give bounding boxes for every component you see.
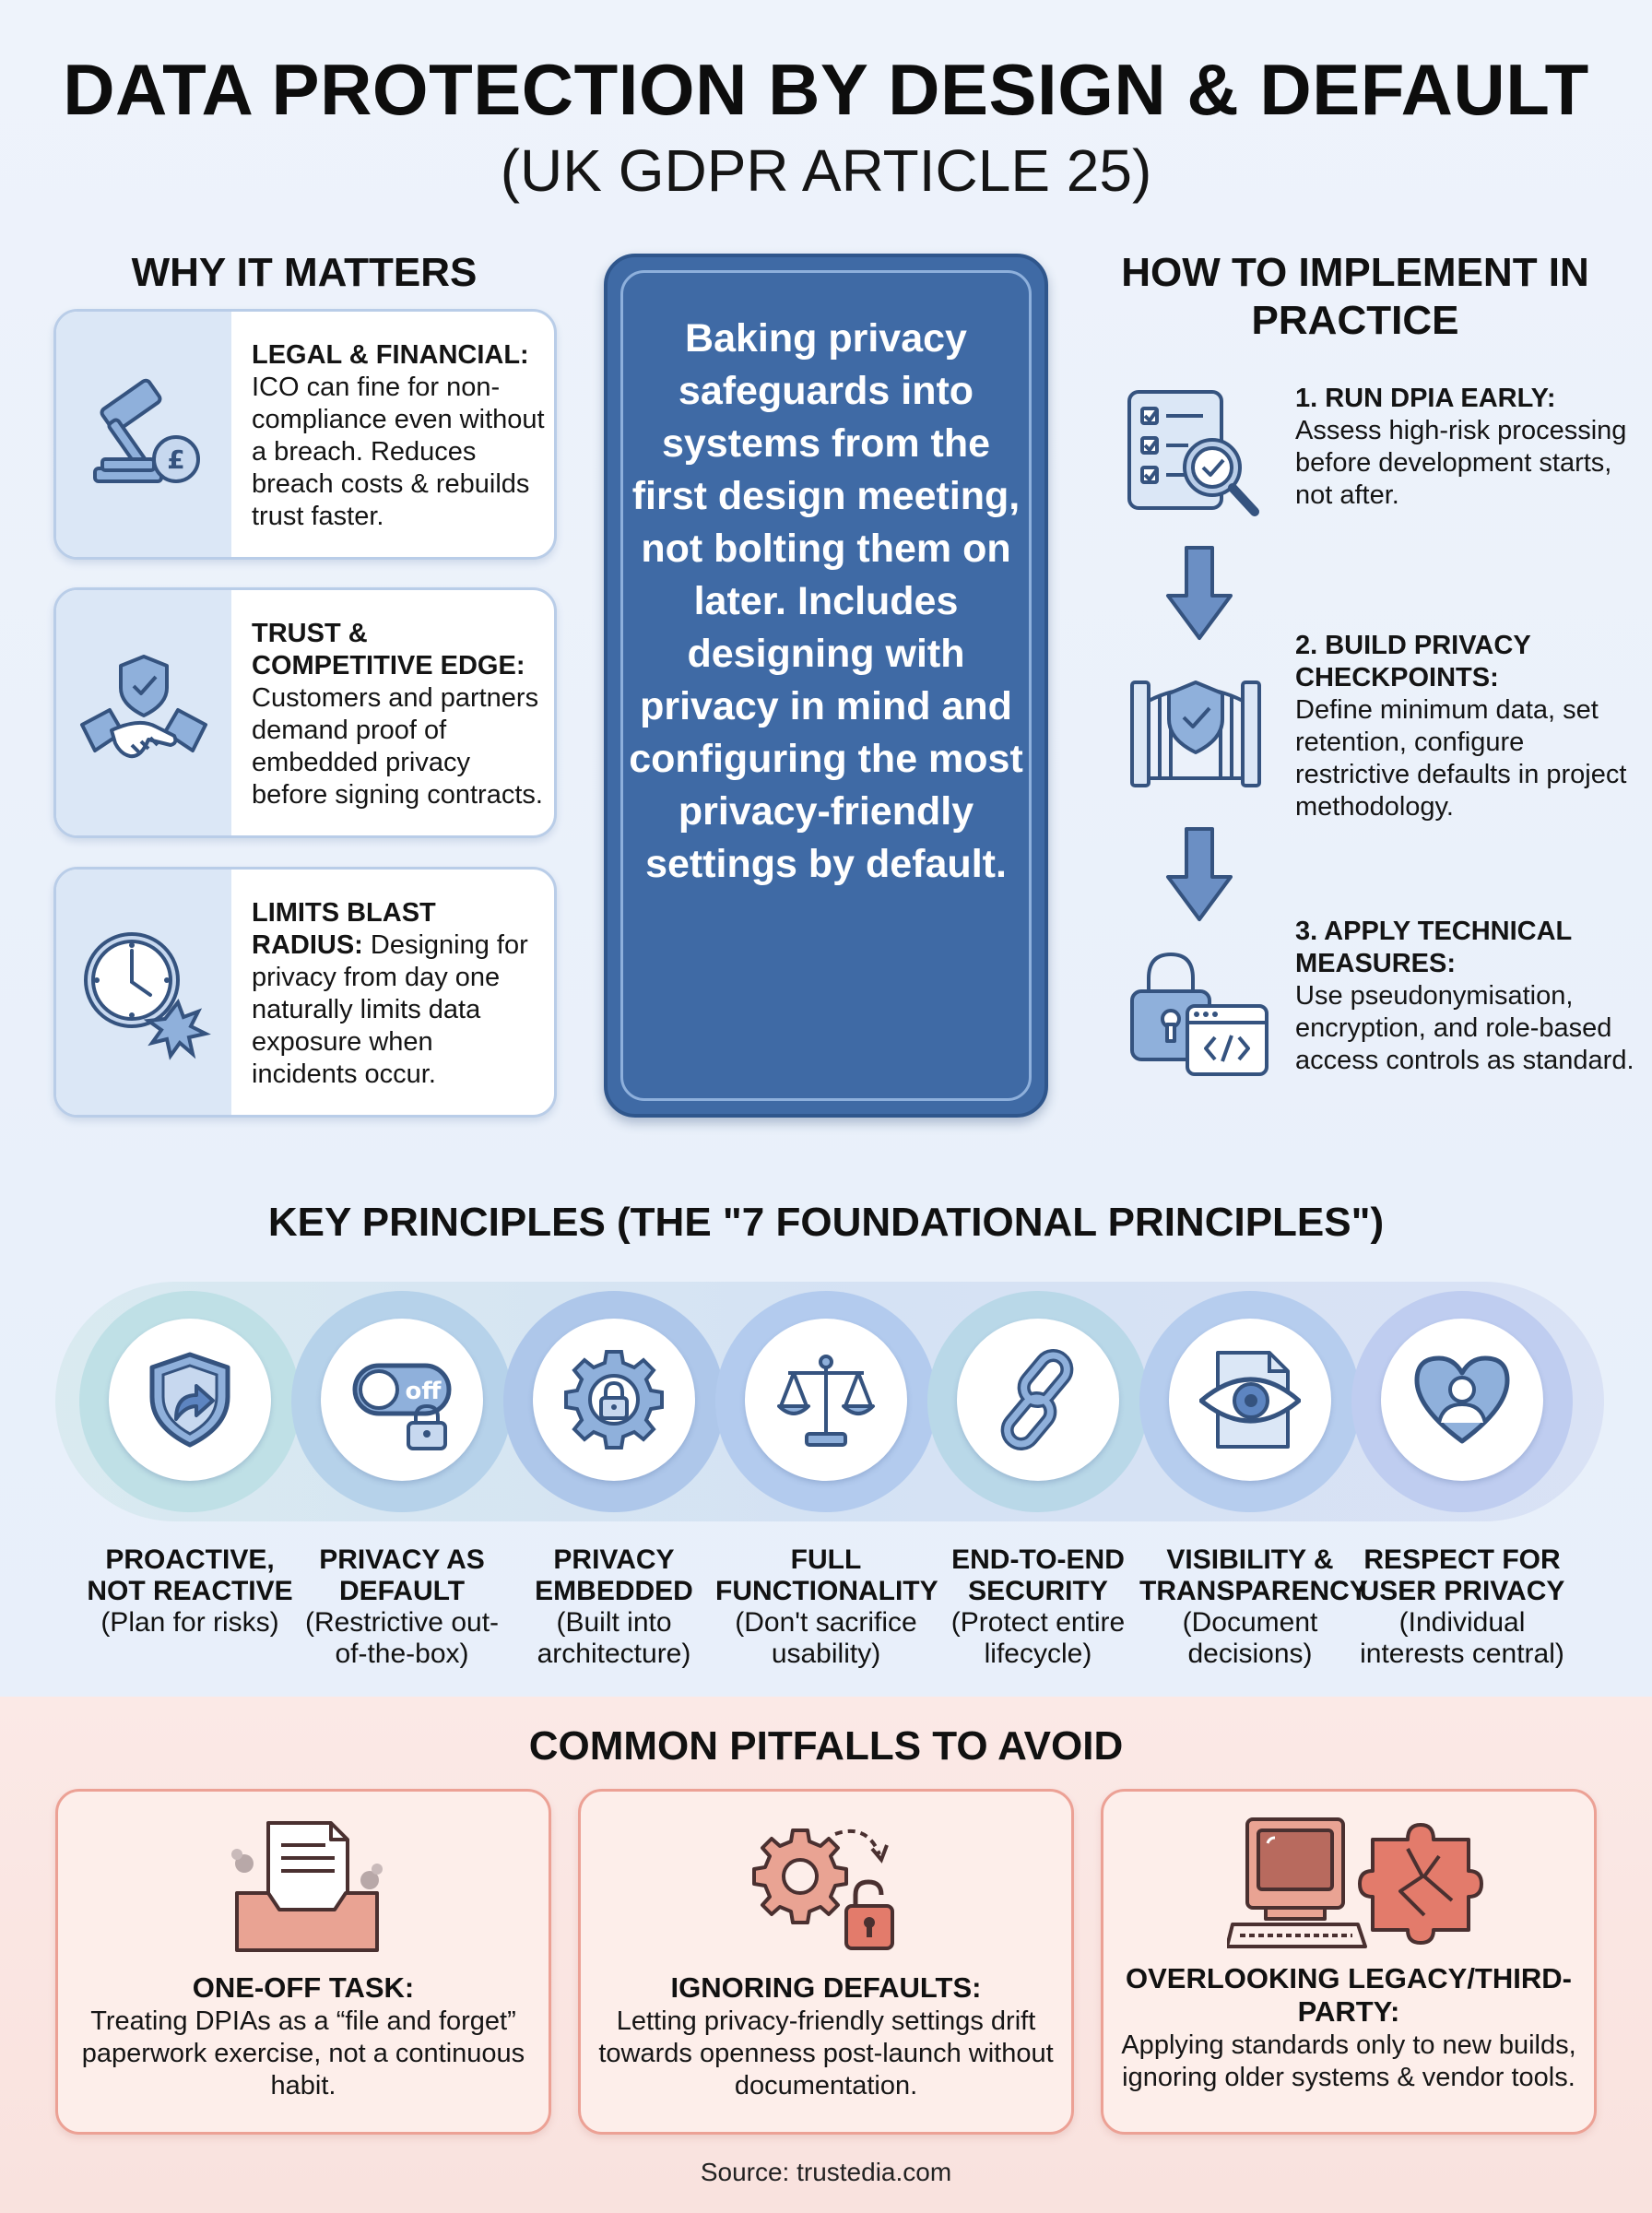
- step-title: 3. APPLY TECHNICAL MEASURES:: [1295, 917, 1572, 978]
- card-text: ICO can fine for non-compliance even without a breach. Reduces breach costs & rebuilds trust faster.: [252, 373, 545, 531]
- source-credit: Source: trustedia.com: [700, 2158, 952, 2186]
- arrow-down-icon: [1164, 544, 1234, 642]
- principles-heading: KEY PRINCIPLES (THE "7 FOUNDATIONAL PRINCIPLES"): [267, 1200, 1385, 1245]
- card-text: Customers and partners demand proof of embedded privacy before signing contracts.: [252, 683, 543, 810]
- page-title: DATA PROTECTION BY DESIGN & DEFAULT: [63, 49, 1589, 130]
- principle-title: END-TO-END SECURITY: [951, 1544, 1125, 1606]
- gate-shield-icon: [1127, 664, 1265, 793]
- step-2: [1295, 630, 1646, 823]
- inbox-document-icon: [224, 1817, 390, 1956]
- pitfall-title: ONE-OFF TASK:: [192, 1971, 415, 2004]
- principle-label: [715, 1544, 937, 1670]
- principle-sub: (Protect entire lifecycle): [950, 1607, 1126, 1669]
- principle-sub: (Don't sacrifice usability): [735, 1607, 917, 1669]
- pitfall-card-oneoff: [55, 1789, 551, 2135]
- shield-arrow-icon: [139, 1349, 241, 1450]
- document-eye-icon: [1199, 1349, 1301, 1450]
- principle-title: PRIVACY AS DEFAULT: [319, 1544, 485, 1606]
- heart-user-icon: [1411, 1349, 1513, 1450]
- old-computer-puzzle-icon: [1227, 1812, 1485, 1959]
- definition-panel: [604, 254, 1048, 1118]
- principle-default: [291, 1291, 513, 1512]
- card-title: LEGAL & FINANCIAL:: [252, 340, 529, 370]
- step-1: [1295, 383, 1646, 512]
- pitfall-card-defaults: [578, 1789, 1074, 2135]
- principle-sub: (Individual interests central): [1360, 1607, 1564, 1669]
- pitfall-text: Applying standards only to new builds, ignoring older systems & vendor tools.: [1121, 2030, 1576, 2092]
- principle-sub: (Plan for risks): [100, 1607, 279, 1638]
- principle-title: FULL FUNCTIONALITY: [715, 1544, 938, 1606]
- step-title: 1. RUN DPIA EARLY:: [1295, 384, 1556, 413]
- principle-label: [927, 1544, 1149, 1670]
- pitfall-card-legacy: [1101, 1789, 1597, 2135]
- svg-text:£: £: [167, 444, 185, 475]
- card-text: Designing for privacy from day one naturally limits data exposure when incidents occur.: [252, 930, 528, 1089]
- principle-label: [291, 1544, 513, 1670]
- pitfall-text: Letting privacy-friendly settings drift towards openness post-launch without documentation.: [598, 2006, 1054, 2101]
- why-card-trust: [53, 587, 557, 838]
- principle-label: [1351, 1544, 1573, 1670]
- handshake-shield-icon: [75, 644, 213, 782]
- pitfall-text: Treating DPIAs as a “file and forget” paperwork exercise, not a continuous habit.: [81, 2006, 525, 2101]
- principle-sub: (Built into architecture): [537, 1607, 691, 1669]
- pitfalls-heading: COMMON PITFALLS TO AVOID: [528, 1723, 1124, 1769]
- principle-title: PRIVACY EMBEDDED: [535, 1544, 693, 1606]
- lock-code-icon: [1125, 945, 1272, 1083]
- gear-lock-icon: [563, 1349, 665, 1450]
- principle-label: [79, 1544, 301, 1639]
- gear-unlock-icon: [747, 1817, 913, 1956]
- step-title: 2. BUILD PRIVACY CHECKPOINTS:: [1295, 631, 1531, 692]
- principle-proactive: [79, 1291, 301, 1512]
- toggle-off-lock-icon: [351, 1349, 453, 1450]
- card-title: LIMITS BLAST RADIUS:: [252, 898, 436, 960]
- principle-title: RESPECT FOR USER PRIVACY: [1359, 1544, 1565, 1606]
- definition-text: Baking privacy safeguards into systems from the first design meeting, not bolting them on later. Includes designing with privacy in mind and configuring the most privacy-friendly settings by default.: [629, 316, 1023, 886]
- principle-embedded: [503, 1291, 725, 1512]
- principle-label: [503, 1544, 725, 1670]
- toggle-off-label: off: [405, 1378, 442, 1405]
- principle-title: VISIBILITY & TRANSPARENCY: [1139, 1544, 1368, 1606]
- card-title: TRUST & COMPETITIVE EDGE:: [252, 619, 525, 680]
- pitfall-title: IGNORING DEFAULTS:: [670, 1971, 982, 2004]
- why-card-blast: [53, 867, 557, 1118]
- principle-visibility: [1139, 1291, 1361, 1512]
- checklist-magnifier-icon: [1120, 383, 1268, 521]
- step-text: Use pseudonymisation, encryption, and role-based access controls as standard.: [1295, 981, 1634, 1075]
- principle-label: [1139, 1544, 1368, 1670]
- principle-sub: (Restrictive out-of-the-box): [304, 1607, 500, 1669]
- step-text: Define minimum data, set retention, configure restrictive defaults in project methodology.: [1295, 695, 1627, 822]
- why-heading: WHY IT MATTERS: [131, 250, 478, 295]
- chain-link-icon: [987, 1349, 1089, 1450]
- gavel-pound-icon: [75, 365, 213, 503]
- step-text: Assess high-risk processing before development starts, not after.: [1295, 416, 1627, 510]
- clock-burst-icon: [75, 923, 213, 1061]
- principle-security: [927, 1291, 1149, 1512]
- principle-title: PROACTIVE, NOT REACTIVE: [87, 1544, 293, 1606]
- step-3: [1295, 916, 1646, 1077]
- principle-sub: (Document decisions): [1182, 1607, 1318, 1669]
- arrow-down-icon: [1164, 825, 1234, 923]
- principle-functionality: [715, 1291, 937, 1512]
- why-card-legal: [53, 309, 557, 560]
- principle-respect: [1351, 1291, 1573, 1512]
- pitfall-title: OVERLOOKING LEGACY/THIRD-PARTY:: [1126, 1962, 1572, 2028]
- how-heading: HOW TO IMPLEMENT IN PRACTICE: [1121, 250, 1589, 343]
- balance-scale-icon: [775, 1349, 877, 1450]
- page-subtitle: (UK GDPR ARTICLE 25): [500, 137, 1152, 204]
